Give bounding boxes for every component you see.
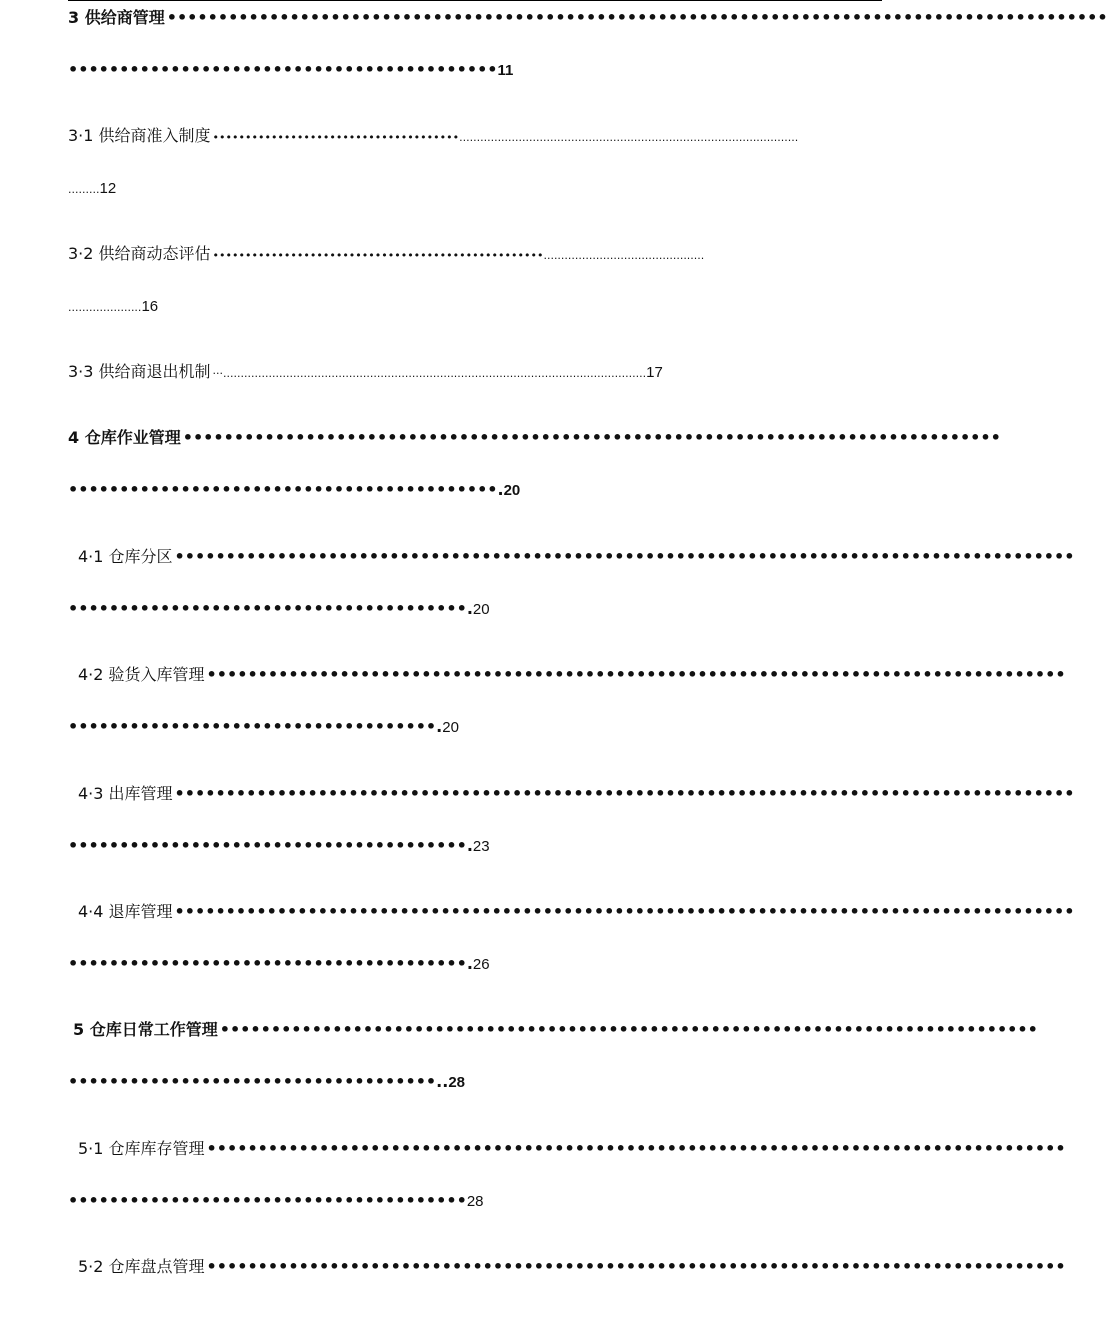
toc-leader: ••••••••••••••••••••••••••••••••••••. bbox=[68, 717, 443, 736]
toc-leader: ••••••••••••••••••••••••••••••••••••••................................................................................................. bbox=[212, 131, 799, 144]
toc-leader: •••••••••••••••••••••••••••••••••••••••••••••••••••••••••••••••••••••••••••••••••••• bbox=[206, 1139, 1066, 1158]
toc-leader: ••••••••••••••••••••••••••••••••••••••• bbox=[68, 1191, 467, 1210]
toc-page-number: 28 bbox=[466, 1193, 484, 1210]
toc-leader: ••••••••••••••••••••••••••••••••••••••••••. bbox=[68, 480, 504, 499]
toc-page-number: 17 bbox=[646, 364, 663, 381]
toc-leader: ••••••••••••••••••••••••••••••••••••.. bbox=[68, 1072, 449, 1091]
toc-leader: •••••••••••••••••••••••••••••••••••••••••••••••••••••••••••••••••••••••••••••••• bbox=[182, 428, 1001, 447]
toc-page-number: 28 bbox=[448, 1074, 465, 1091]
toc-title: 4 仓库作业管理 bbox=[68, 428, 181, 447]
toc-entry-3-page[interactable] bbox=[68, 58, 873, 82]
toc-leader: •••••••••••••••••••••••••••••••••••••••••••••••••••••••••••••••••••••••••••••••••••••••••••• bbox=[166, 8, 1108, 27]
toc-page-number: 20 bbox=[472, 601, 490, 618]
toc-entry-4-3[interactable] bbox=[68, 782, 1075, 806]
toc-leader: •••••••••••••••••••••••••••••••••••••••••••••••••••••••••••••••••••••••••••••••••••••••• bbox=[174, 784, 1075, 803]
toc-page-number: 26 bbox=[472, 956, 490, 973]
toc-leader: •••••••••••••••••••••••••••••••••••••••••••••••••••.............................................. bbox=[212, 249, 705, 262]
toc-entry-4-2[interactable] bbox=[68, 663, 1066, 687]
toc-title: 3·2 供给商动态评估 bbox=[68, 244, 211, 263]
toc-page-number: 11 bbox=[497, 62, 514, 79]
toc-title: 4·2 验货入库管理 bbox=[78, 665, 205, 684]
toc-entry-3-2-page[interactable] bbox=[68, 294, 873, 318]
toc-leader: •••••••••••••••••••••••••••••••••••••••••••••••••••••••••••••••••••••••••••••••••••••••• bbox=[174, 902, 1075, 921]
toc-entry-3[interactable] bbox=[68, 6, 1108, 30]
toc-leader: •••••••••••••••••••••••••••••••••••••••. bbox=[68, 836, 473, 855]
toc-entry-5-page[interactable] bbox=[68, 1070, 873, 1094]
toc-page-number: 12 bbox=[99, 180, 117, 197]
toc-page-number: 23 bbox=[472, 838, 490, 855]
toc-entry-4-3-page[interactable] bbox=[68, 834, 873, 858]
toc-entry-4-4[interactable] bbox=[68, 900, 1075, 924]
toc-entry-4[interactable] bbox=[68, 426, 1001, 450]
toc-entry-4-2-page[interactable] bbox=[68, 715, 873, 739]
toc-leader: •••••••••••••••••••••••••••••••••••••••••••••••••••••••••••••••••••••••••••••••••••••••• bbox=[174, 547, 1075, 566]
toc-title: 3·1 供给商准入制度 bbox=[68, 126, 211, 145]
toc-page-number: 20 bbox=[503, 482, 521, 499]
toc-title: 5 仓库日常工作管理 bbox=[73, 1020, 218, 1039]
toc-leader: ···......................................................................................................................... bbox=[212, 367, 647, 380]
toc-entry-4-page[interactable] bbox=[68, 478, 873, 502]
toc-title: 5·1 仓库库存管理 bbox=[78, 1139, 205, 1158]
toc-entry-3-1-page[interactable] bbox=[68, 176, 873, 200]
toc-entry-5-2[interactable] bbox=[68, 1255, 1066, 1279]
toc-leader: ..................... bbox=[68, 301, 142, 314]
toc-leader: •••••••••••••••••••••••••••••••••••••••••• bbox=[68, 60, 498, 79]
toc-page-number: 20 bbox=[442, 719, 459, 736]
toc-entry-5[interactable] bbox=[68, 1018, 1038, 1042]
toc-entry-4-1-page[interactable] bbox=[68, 597, 873, 621]
toc-title: 4·3 出库管理 bbox=[78, 784, 173, 803]
toc-title: 5·2 仓库盘点管理 bbox=[78, 1257, 205, 1276]
toc-leader: •••••••••••••••••••••••••••••••••••••••••••••••••••••••••••••••••••••••••••••••• bbox=[219, 1020, 1038, 1039]
toc-entry-3-1[interactable] bbox=[68, 124, 873, 148]
toc-title: 3 供给商管理 bbox=[68, 8, 165, 27]
toc-leader: •••••••••••••••••••••••••••••••••••••••. bbox=[68, 954, 473, 973]
toc-entry-5-1-page[interactable] bbox=[68, 1189, 873, 1213]
toc-title: 4·4 退库管理 bbox=[78, 902, 173, 921]
toc-entry-3-3[interactable] bbox=[68, 360, 880, 384]
toc-leader: •••••••••••••••••••••••••••••••••••••••. bbox=[68, 599, 473, 618]
toc-page-number: 16 bbox=[141, 298, 159, 315]
toc-entry-3-2[interactable] bbox=[68, 242, 873, 266]
toc-leader: •••••••••••••••••••••••••••••••••••••••••••••••••••••••••••••••••••••••••••••••••••• bbox=[206, 665, 1066, 684]
toc-title: 4·1 仓库分区 bbox=[78, 547, 173, 566]
toc-leader: ......... bbox=[68, 183, 100, 196]
toc-title: 3·3 供给商退出机制 bbox=[68, 362, 211, 381]
toc-leader: •••••••••••••••••••••••••••••••••••••••••••••••••••••••••••••••••••••••••••••••••••• bbox=[206, 1257, 1066, 1276]
toc-entry-5-1[interactable] bbox=[68, 1137, 1066, 1161]
toc-entry-4-1[interactable] bbox=[68, 545, 1075, 569]
toc-entry-4-4-page[interactable] bbox=[68, 952, 873, 976]
